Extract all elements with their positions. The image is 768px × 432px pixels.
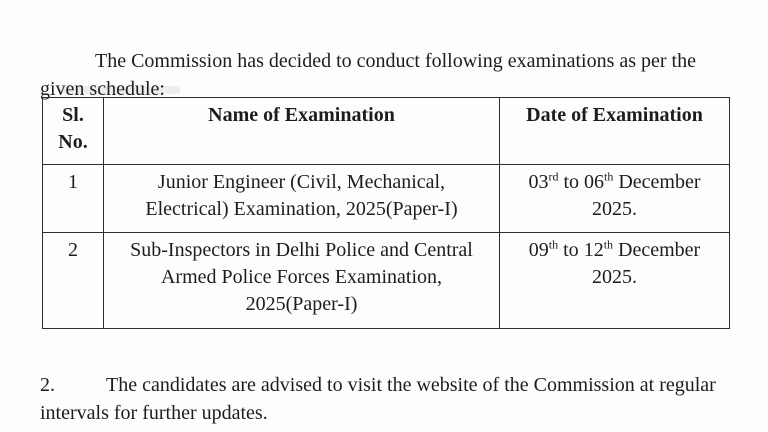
- row1-date-year: 2025.: [592, 198, 637, 220]
- row1-sl-no: 1: [43, 165, 104, 233]
- row1-exam-name-line1: Junior Engineer (Civil, Mechanical,: [157, 171, 446, 193]
- row2-date-end-ordinal: th: [603, 237, 614, 252]
- header-sl-no: [43, 98, 104, 165]
- row2-exam-name-line2: Armed Police Forces Examination,: [160, 266, 443, 288]
- row2-date-month: December: [613, 239, 701, 261]
- intro-line-2: given schedule:: [40, 78, 165, 100]
- header-sl-no-line1: Sl.: [62, 104, 84, 126]
- row1-exam-date: [500, 165, 730, 233]
- row2-sl-no: 2: [43, 233, 104, 329]
- row2-exam-name-line3: 2025(Paper-I): [245, 293, 358, 315]
- row1-date-range: [504, 169, 725, 196]
- row2-date-year: 2025.: [592, 266, 637, 288]
- intro-line-1: The Commission has decided to conduct following examinations as per the: [95, 50, 696, 72]
- row1-date-end-ordinal: th: [604, 169, 614, 184]
- intro-paragraph: [40, 47, 730, 103]
- row1-date-start-day: 03: [528, 171, 549, 193]
- row1-date-start-ordinal: rd: [548, 169, 559, 184]
- row1-date-month: December: [613, 171, 701, 193]
- row1-date-connector: to: [558, 171, 585, 193]
- row2-exam-date: [500, 233, 730, 329]
- footer-line-1: The candidates are advised to visit the website of the Commission at regular: [106, 374, 716, 396]
- header-name-of-examination: Name of Examination: [104, 98, 500, 165]
- row2-date-connector: to: [558, 239, 584, 261]
- table-row: [43, 165, 730, 233]
- examination-schedule-table: [42, 97, 730, 329]
- row2-date-start-ordinal: th: [548, 237, 559, 252]
- header-sl-no-line2: No.: [58, 131, 88, 153]
- row1-date-end-day: 06: [584, 171, 605, 193]
- row2-exam-name: [104, 233, 500, 329]
- row2-date-start-day: 09: [528, 239, 549, 261]
- table-row: [43, 233, 730, 329]
- row2-date-range: [504, 237, 725, 264]
- row1-exam-name: [104, 165, 500, 233]
- table-header-row: [43, 98, 730, 165]
- row2-date-end-day: 12: [583, 239, 604, 261]
- row2-exam-name-line1: Sub-Inspectors in Delhi Police and Central: [130, 239, 473, 261]
- footer-paragraph: [40, 371, 732, 427]
- row1-exam-name-line2: Electrical) Examination, 2025(Paper-I): [145, 198, 458, 220]
- header-date-of-examination: Date of Examination: [500, 98, 730, 165]
- footer-line-2: intervals for further updates.: [40, 402, 268, 424]
- footer-paragraph-number: 2.: [40, 374, 55, 396]
